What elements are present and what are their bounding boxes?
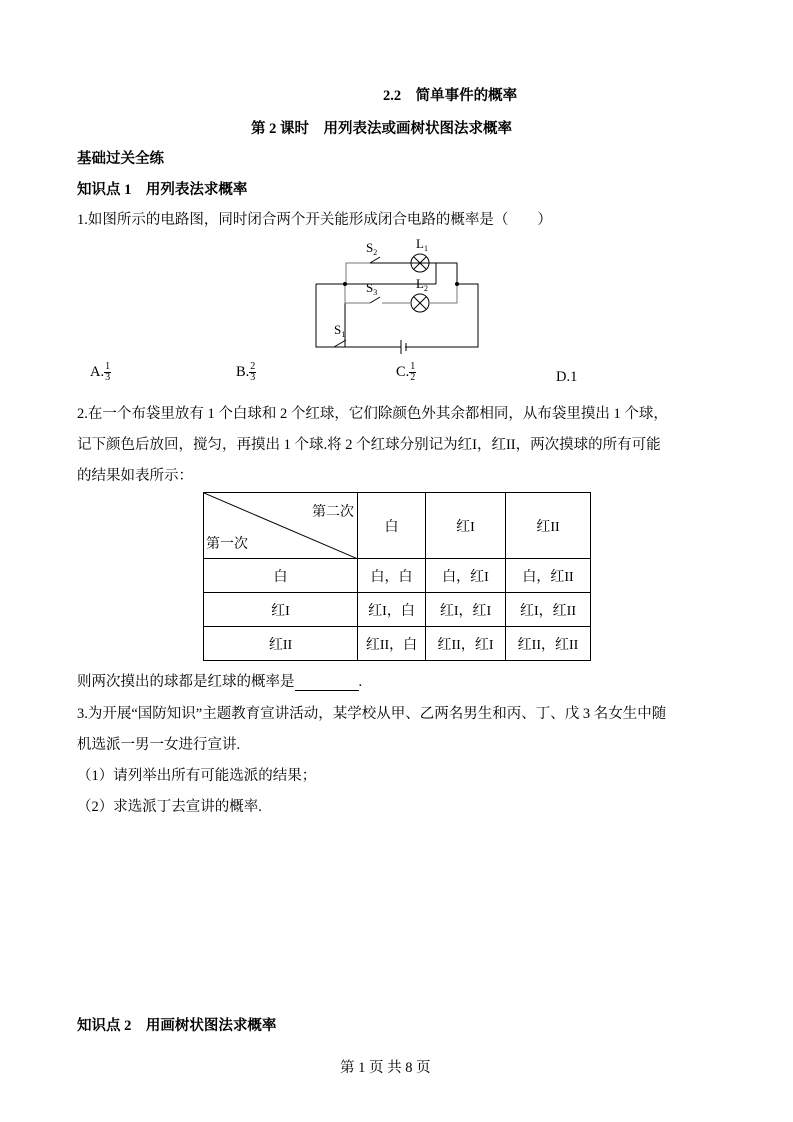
header-cell: 白 [358,493,426,559]
subtitle: 第 2 课时 用列表法或画树状图法求概率 [251,121,512,137]
corner-cell [204,493,358,559]
corner-bottom-label: 第一次 [206,537,248,552]
table-row: 白 白，白 白，红I 白，红II [204,559,591,593]
header-cell: 红I [426,493,506,559]
outcome-table [203,492,591,661]
option-c: C. $\frac{1}{2}$ [396,361,416,383]
section-heading: 基础过关全练 [77,151,164,167]
q3-line-1: 3.为开展“国防知识”主题教育宣讲活动，某学校从甲、乙两名男生和丙、丁、戊 3 名女生中随 [77,706,667,722]
option-b: B. $\frac{2}{3}$ [236,361,256,383]
title: 2.2 简单事件的概率 [383,88,518,104]
q1-stem: 1.如图所示的电路图，同时闭合两个开关能形成闭合电路的概率是（ ） [77,212,552,228]
circuit-diagram [300,230,490,355]
table-row: 红I 红I，白 红I，红I 红I，红II [204,593,591,627]
q2-line-3: 的结果如表所示： [77,468,193,484]
q3-part-1: （1）请列举出所有可能选派的结果； [77,768,317,784]
knowledge-point-2: 知识点 2 用画树状图法求概率 [77,1018,277,1034]
corner-top-label: 第二次 [312,505,354,520]
q2-answer-line: 则两次摸出的球都是红球的概率是 . [77,674,363,690]
q3-part-2: （2）求选派丁去宣讲的概率. [77,799,262,815]
option-d: D.1 [556,369,578,385]
q3-line-2: 机选派一男一女进行宣讲. [77,737,241,753]
answer-blank[interactable] [295,676,359,691]
label-l2: $L_2$ [416,276,428,293]
header-cell: 红II [506,493,591,559]
page-footer: 第 1 页 共 8 页 [340,1060,431,1076]
label-s2: $S_2$ [366,240,378,257]
option-a: A. $\frac{1}{3}$ [90,361,111,383]
label-s3: $S_3$ [366,280,378,297]
knowledge-point-1: 知识点 1 用列表法求概率 [77,182,248,198]
table-row: 红II 红II，白 红II，红I 红II，红II [204,627,591,661]
q2-line-2: 记下颜色后放回，搅匀，再摸出 1 个球.将 2 个红球分别记为红I，红II，两次摸球的所有可能 [77,437,661,453]
q2-line-1: 2.在一个布袋里放有 1 个白球和 2 个红球，它们除颜色外其余都相同，从布袋里摸出 1 个球， [77,406,668,422]
label-s1: $S_1$ [334,322,346,339]
label-l1: $L_1$ [416,236,428,253]
